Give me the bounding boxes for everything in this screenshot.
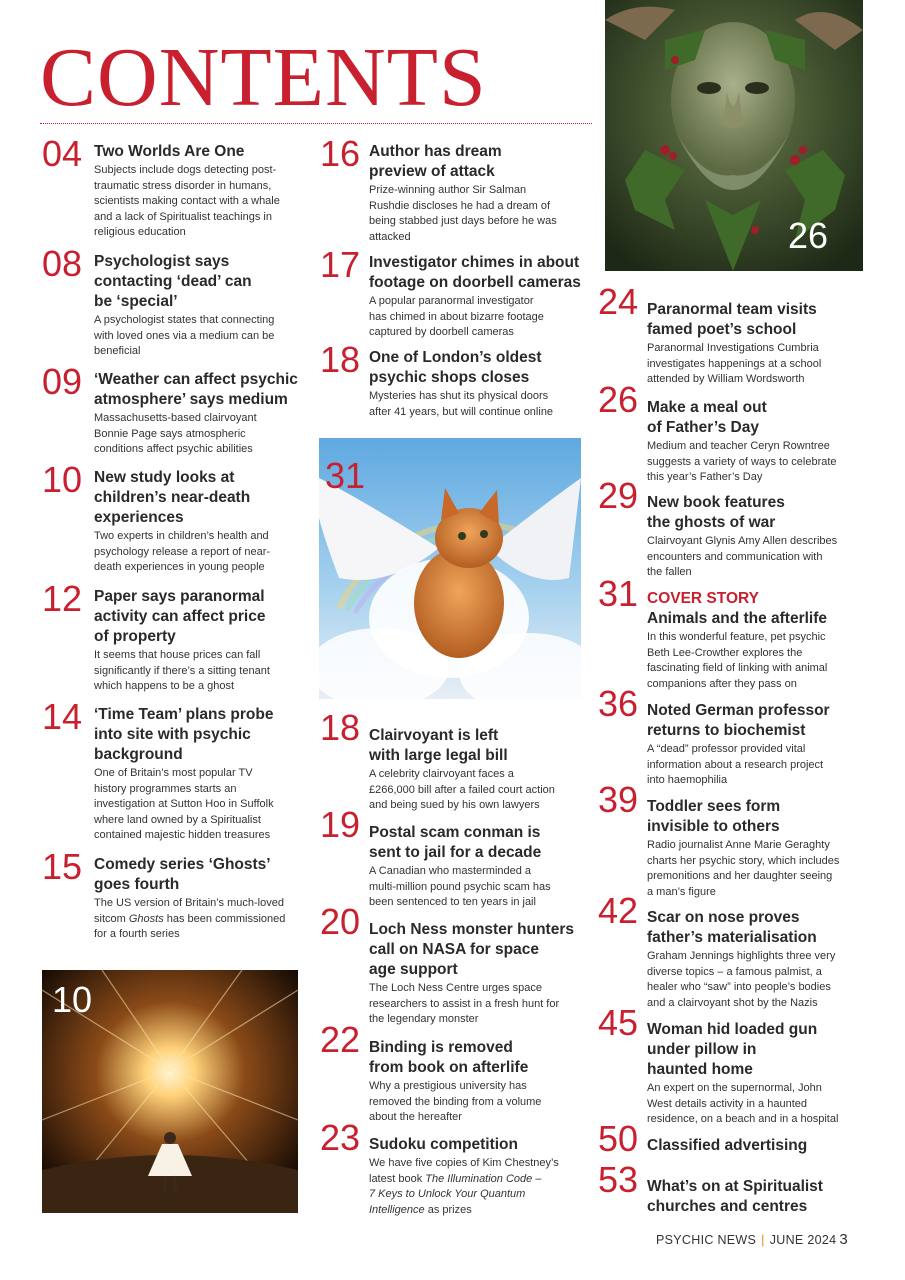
contents-entry[interactable] (320, 339, 590, 420)
entry-headline: ‘Weather can affect psychic atmosphere’ says medium (94, 371, 298, 408)
page-number: 29 (598, 475, 639, 516)
page-number: 10 (42, 459, 83, 500)
entry-description: An expert on the supernormal, John West details activity in a haunted residence, on a beach and in a hospital (647, 1082, 839, 1125)
entry-description: Two experts in children’s health and psychology release a report of near- death experiences in young people (94, 530, 271, 573)
entry-description: A Canadian who masterminded a multi-million pound psychic scam has been sentenced to ten years in jail (369, 865, 551, 908)
page-number: 22 (320, 1019, 361, 1060)
entry-headline: Comedy series ‘Ghosts’ goes fourth (94, 856, 271, 893)
entry-headline: Postal scam conman is sent to jail for a decade (369, 824, 542, 861)
image-page-number: 31 (325, 455, 366, 496)
footer-separator: | (761, 1233, 765, 1247)
page-footer (656, 1231, 848, 1248)
contents-entry[interactable] (598, 1159, 863, 1217)
entry-description: It seems that house prices can fall significantly if there’s a sitting tenant which happens to be a ghost (94, 649, 270, 692)
entry-description: We have five copies of Kim Chestney’s latest book The Illumination Code – 7 Keys to Unlock Your Quantum Intelligence as prizes (369, 1157, 559, 1216)
entry-headline: Noted German professor returns to biochemist (647, 702, 830, 739)
contents-entry[interactable] (320, 901, 590, 1028)
page-number: 14 (42, 696, 83, 737)
entry-description: Why a prestigious university has removed the binding from a volume about the hereafter (369, 1080, 542, 1123)
title-divider (40, 123, 592, 124)
contents-entry[interactable] (598, 779, 863, 900)
contents-entry[interactable] (320, 133, 590, 245)
page-number: 50 (598, 1118, 639, 1159)
page-number: 42 (598, 890, 639, 931)
contents-entry[interactable] (598, 475, 863, 581)
page-number: 36 (598, 683, 639, 724)
contents-entry[interactable] (598, 890, 863, 1011)
contents-entry[interactable] (598, 1118, 863, 1159)
contents-entry[interactable] (598, 683, 863, 789)
page-number: 26 (598, 379, 639, 420)
contents-entry[interactable] (42, 243, 302, 360)
entry-description: Clairvoyant Glynis Amy Allen describes encounters and communication with the fallen (647, 535, 838, 578)
entry-description: Prize-winning author Sir Salman Rushdie discloses he had a dream of being stabbed just days before he was attacked (369, 184, 557, 243)
contents-entry[interactable] (320, 244, 590, 341)
entry-description: The Loch Ness Centre urges space researchers to assist in a fresh hunt for the legendary monster (369, 982, 560, 1025)
contents-entry[interactable] (320, 707, 590, 814)
page-number: 08 (42, 243, 83, 284)
contents-entry[interactable] (320, 804, 590, 911)
entry-headline: Scar on nose proves father’s materialisation (647, 909, 817, 946)
issue-date: JUNE 2024 (769, 1233, 837, 1247)
entry-description: Radio journalist Anne Marie Geraghty charts her psychic story, which includes premonitions and her daughter seeing a man’s figure (647, 839, 840, 898)
entry-headline: Two Worlds Are One (94, 143, 245, 160)
contents-entry[interactable] (598, 281, 863, 388)
page-number: 24 (598, 281, 639, 322)
entry-headline: Binding is removed from book on afterlife (369, 1039, 529, 1076)
entry-headline: Animals and the afterlife (647, 610, 828, 627)
entry-headline: Toddler sees form invisible to others (647, 798, 781, 835)
entry-headline: Make a meal out of Father’s Day (647, 399, 767, 436)
publication-name: PSYCHIC NEWS (656, 1233, 757, 1247)
contents-entry[interactable] (598, 1002, 863, 1128)
entry-headline: One of London’s oldest psychic shops closes (369, 349, 542, 386)
page-number: 16 (320, 133, 361, 174)
entry-description: Paranormal Investigations Cumbria investigates happenings at a school attended by William Wordsworth (647, 342, 822, 385)
page-number: 45 (598, 1002, 639, 1043)
entry-headline: What’s on at Spiritualist churches and centres (647, 1178, 823, 1215)
page-number: 31 (598, 573, 639, 614)
page-number: 04 (42, 133, 83, 174)
entry-description: Medium and teacher Ceryn Rowntree suggests a variety of ways to celebrate this year’s Father’s Day (647, 440, 837, 483)
entry-headline: Classified advertising (647, 1137, 808, 1154)
folio-number: 3 (839, 1231, 848, 1248)
contents-entry[interactable] (42, 459, 302, 576)
contents-entry[interactable] (42, 846, 302, 943)
page-number: 19 (320, 804, 361, 845)
entry-description: In this wonderful feature, pet psychic Beth Lee-Crowther explores the fascinating field of linking with animal companions after they pass on (647, 631, 828, 690)
image-page-number: 26 (788, 215, 829, 256)
page-number: 09 (42, 361, 83, 402)
contents-entry[interactable] (598, 573, 863, 692)
contents-entry[interactable] (42, 361, 302, 458)
page-number: 17 (320, 244, 361, 285)
page-number: 15 (42, 846, 83, 887)
entry-headline: New book features the ghosts of war (647, 494, 785, 531)
page-number: 12 (42, 578, 83, 619)
entry-headline: Loch Ness monster hunters call on NASA for space age support (369, 921, 574, 978)
contents-entry[interactable] (320, 1117, 590, 1218)
contents-entry[interactable] (42, 578, 302, 695)
contents-entry[interactable] (320, 1019, 590, 1126)
entry-description: A “dead” professor provided vital information about a research project into haemophilia (647, 743, 824, 786)
entry-headline: Sudoku competition (369, 1136, 518, 1153)
entry-description: Massachusetts-based clairvoyant Bonnie Page says atmospheric conditions affect psychic abilities (94, 412, 257, 455)
image-page-number: 10 (52, 979, 93, 1020)
page-number: 39 (598, 779, 639, 820)
entry-headline: ‘Time Team’ plans probe into site with psychic background (94, 706, 274, 763)
page-number: 18 (320, 707, 361, 748)
entry-headline: Paranormal team visits famed poet’s school (647, 301, 817, 338)
entry-description: Mysteries has shut its physical doors after 41 years, but will continue online (369, 390, 554, 418)
entry-headline: Author has dream preview of attack (369, 143, 502, 180)
angel-cat-image[interactable] (319, 438, 581, 699)
entry-description: The US version of Britain’s much-loved sitcom Ghosts has been commissioned for a fourth series (94, 897, 286, 940)
page-number: 18 (320, 339, 361, 380)
entry-description: A psychologist states that connecting with loved ones via a medium can be beneficial (94, 314, 275, 357)
entry-description: Subjects include dogs detecting post- traumatic stress disorder in humans, scientists making contact with a whale and a lack of Spiritualist teachings in religious education (94, 164, 280, 238)
entry-headline: Paper says paranormal activity can affect price of property (94, 588, 266, 645)
page-title: CONTENTS (40, 31, 487, 124)
page-number: 53 (598, 1159, 639, 1200)
entry-headline: Woman hid loaded gun under pillow in haunted home (647, 1021, 818, 1078)
cover-story-label: COVER STORY (647, 590, 759, 607)
contents-entry[interactable] (42, 696, 302, 844)
contents-entry[interactable] (42, 133, 302, 241)
page-number: 20 (320, 901, 361, 942)
entry-headline: Psychologist says contacting ‘dead’ can be ‘special’ (94, 253, 252, 310)
green-man-image[interactable] (605, 0, 863, 271)
entry-description: A popular paranormal investigator has chimed in about bizarre footage captured by doorbell cameras (369, 295, 544, 338)
entry-headline: New study looks at children’s near-death experiences (94, 469, 251, 526)
entry-description: A celebrity clairvoyant faces a £266,000 bill after a failed court action and being sued by his own lawyers (369, 768, 555, 811)
entry-headline: Investigator chimes in about footage on doorbell cameras (369, 254, 581, 291)
entry-headline: Clairvoyant is left with large legal bill (369, 727, 508, 764)
contents-entry[interactable] (598, 379, 863, 486)
child-light-image[interactable] (42, 970, 298, 1213)
entry-description: One of Britain’s most popular TV history programmes starts an investigation at Sutton Hoo in Suffolk where land owned by a Spiritualist contained majestic hidden treasures (94, 767, 274, 841)
entry-description: Graham Jennings highlights three very diverse topics – a famous palmist, a healer who “saw” into people’s bodies and a clairvoyant shot by the Nazis (647, 950, 836, 1009)
page-number: 23 (320, 1117, 361, 1158)
